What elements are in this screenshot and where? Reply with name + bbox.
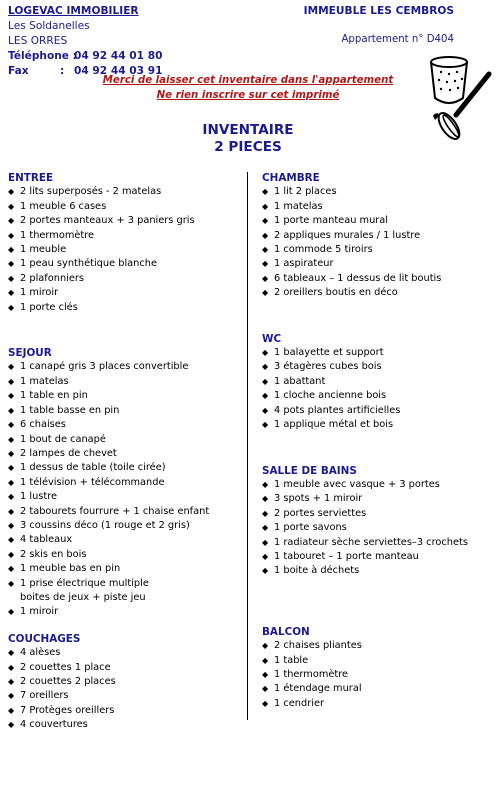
list-item: ◆ 2 plafonniers [8, 272, 85, 284]
list-item: ◆ 1 cendrier [262, 697, 324, 709]
section-title: SALLE DE BAINS [262, 464, 357, 477]
list-item: ◆ 2 lits superposés - 2 matelas [8, 186, 162, 198]
section-salle-de-bains [262, 464, 494, 579]
list-item: ◆ 2 tabourets fourrure + 1 chaise enfant [8, 505, 210, 517]
list-item: boites de jeux + piste jeu [20, 591, 146, 603]
list-item: ◆ 2 skis en bois [8, 548, 87, 560]
list-item: ◆ 1 radiateur sèche serviettes–3 crochets [262, 536, 468, 548]
list-item: ◆ 1 matelas [8, 375, 69, 387]
agency-name: LOGEVAC IMMOBILIER [8, 5, 139, 17]
section-balcon [262, 625, 494, 711]
list-item: ◆ 1 étendage mural [262, 683, 362, 695]
list-item: ◆ 1 prise électrique multiple [8, 577, 149, 589]
list-item: ◆ 1 tabouret – 1 porte manteau [262, 550, 419, 562]
list-item: ◆ 6 tableaux – 1 dessus de lit boutis [262, 272, 442, 284]
list-item: ◆ 1 thermomètre [8, 229, 95, 241]
list-item: ◆ 1 porte savons [262, 522, 347, 534]
apartment-number: Appartement n° D404 [341, 34, 454, 45]
list-item: ◆ 4 couvertures [8, 719, 88, 731]
list-item: ◆ 4 alèses [8, 647, 61, 659]
section-chambre [262, 171, 494, 301]
fax-separator: : [60, 65, 65, 77]
list-item: ◆ 3 spots + 1 miroir [262, 493, 363, 505]
list-item: ◆ 1 télévision + télécommande [8, 476, 165, 488]
list-item: ◆ 1 table basse en pin [8, 404, 120, 416]
section-couchages [8, 632, 244, 733]
section-entree [8, 171, 244, 315]
list-item: ◆ 2 chaises pliantes [262, 640, 362, 652]
list-item: ◆ 4 tableaux [8, 534, 73, 546]
agency-block [8, 4, 162, 79]
list-item: ◆ 1 canapé gris 3 places convertible [8, 361, 189, 373]
building-name: IMMEUBLE LES CEMBROS [303, 5, 454, 17]
list-item: ◆ 7 oreillers [8, 690, 69, 702]
list-item: ◆ 1 bout de canapé [8, 433, 106, 445]
inventory-title: INVENTAIRE [202, 122, 294, 138]
list-item: ◆ 6 chaises [8, 419, 66, 431]
list-item: ◆ 2 couettes 1 place [8, 661, 111, 673]
left-column [8, 171, 244, 733]
section-title: BALCON [262, 625, 310, 638]
list-item: ◆ 2 lampes de chevet [8, 447, 117, 459]
section-title: SEJOUR [8, 347, 52, 360]
section-title: CHAMBRE [262, 172, 320, 184]
list-item: ◆ 4 pots plantes artificielles [262, 404, 401, 416]
section-title: ENTREE [8, 172, 54, 184]
list-item: ◆ 1 porte clés [8, 301, 78, 313]
list-item: ◆ 1 thermomètre [262, 668, 349, 680]
list-item: ◆ 1 porte manteau mural [262, 215, 389, 227]
section-title: WC [262, 332, 282, 345]
address-line-2: LES ORRES [8, 35, 68, 47]
list-item: ◆ 2 oreillers boutis en déco [262, 287, 398, 299]
list-item: ◆ 1 meuble avec vasque + 3 portes [262, 478, 440, 490]
list-item: ◆ 2 couettes 2 places [8, 676, 116, 687]
list-item: ◆ 1 boite à déchets [262, 565, 360, 577]
column-divider [247, 172, 248, 720]
notice-line-2: Ne rien inscrire sur cet imprimé [156, 90, 340, 101]
list-item: ◆ 1 commode 5 tiroirs [262, 244, 373, 256]
list-item: ◆ 2 portes serviettes [262, 507, 367, 519]
list-item: ◆ 1 miroir [8, 287, 59, 299]
list-item: ◆ 2 portes manteaux + 3 paniers gris [8, 215, 195, 227]
fax-label: Fax [8, 65, 29, 77]
list-item: ◆ 1 miroir [8, 606, 59, 618]
phone-label: Téléphone : [8, 50, 77, 62]
phone-row [8, 49, 162, 64]
section-wc [262, 332, 494, 433]
notice-line-1: Merci de laisser cet inventaire dans l'appartement [102, 75, 394, 86]
inventory-subtitle: 2 PIECES [214, 139, 282, 155]
list-item: ◆ 1 applique métal et bois [262, 419, 394, 431]
building-block [304, 4, 454, 19]
address-line-1: Les Soldanelles [8, 20, 90, 32]
list-item: ◆ 1 meuble 6 cases [8, 200, 107, 212]
list-item: ◆ 1 cloche ancienne bois [262, 390, 387, 402]
list-item: ◆ 1 meuble [8, 244, 67, 256]
right-column [262, 171, 494, 711]
list-item: ◆ 1 balayette et support [262, 347, 384, 359]
list-item: ◆ 3 coussins déco (1 rouge et 2 gris) [8, 519, 190, 531]
list-item: ◆ 1 aspirateur [262, 258, 334, 270]
list-item: ◆ 1 table [262, 654, 309, 666]
list-item: ◆ 1 meuble bas en pin [8, 563, 121, 575]
section-sejour [8, 346, 244, 620]
list-item: ◆ 1 lustre [8, 491, 58, 503]
list-item: ◆ 1 table en pin [8, 390, 88, 402]
list-item: ◆ 3 étagères cubes bois [262, 361, 382, 373]
list-item: ◆ 7 Protèges oreillers [8, 704, 115, 716]
list-item: ◆ 2 appliques murales / 1 lustre [262, 229, 421, 241]
phone-number: 04 92 44 01 80 [74, 50, 163, 62]
list-item: ◆ 1 dessus de table (toile cirée) [8, 462, 166, 474]
list-item: ◆ 1 abattant [262, 375, 326, 387]
list-item: ◆ 1 lit 2 places [262, 186, 337, 198]
list-item: ◆ 1 matelas [262, 200, 323, 212]
section-title: COUCHAGES [8, 632, 81, 645]
fax-number: 04 92 44 03 91 [74, 65, 163, 77]
list-item: ◆ 1 peau synthétique blanche [8, 258, 158, 270]
